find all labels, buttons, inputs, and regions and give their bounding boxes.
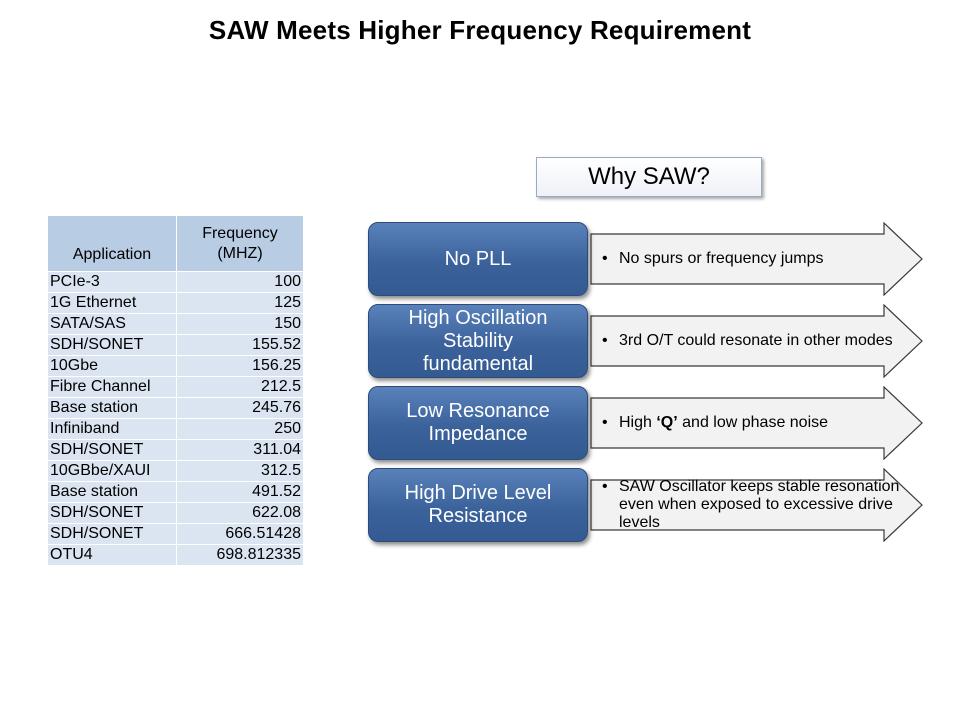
cell-application: 10Gbe xyxy=(48,356,177,377)
table-row xyxy=(48,482,304,503)
feature-row-drive-level xyxy=(368,468,928,543)
bullet-item xyxy=(602,478,901,532)
cell-frequency: 698.812335 xyxy=(177,545,304,566)
table-body xyxy=(48,272,304,566)
column-header-frequency-text: Frequency (MHZ) xyxy=(202,224,278,262)
bullet-text: No spurs or frequency jumps xyxy=(619,250,824,267)
feature-pill xyxy=(368,468,588,542)
cell-application: SDH/SONET xyxy=(48,524,177,545)
feature-bullet-box xyxy=(602,386,902,460)
bullet-dot-icon: • xyxy=(602,332,608,349)
feature-row-oscillation-stability xyxy=(368,304,928,379)
cell-frequency: 245.76 xyxy=(177,398,304,419)
bullet-dot-icon: • xyxy=(602,414,608,431)
feature-arrow xyxy=(590,386,924,460)
cell-application: 10GBbe/XAUI xyxy=(48,461,177,482)
cell-application: SDH/SONET xyxy=(48,335,177,356)
cell-application: Base station xyxy=(48,398,177,419)
bullet-text: SAW Oscillator keeps stable resonation even when exposed to excessive drive levels xyxy=(619,478,900,531)
cell-application: Fibre Channel xyxy=(48,377,177,398)
bullet-text-post: and low phase noise xyxy=(677,414,829,431)
feature-arrow xyxy=(590,468,924,542)
bullet-text-pre: High xyxy=(619,414,657,431)
table-row xyxy=(48,524,304,545)
cell-frequency: 311.04 xyxy=(177,440,304,461)
bullet-item xyxy=(602,250,824,268)
cell-application: PCIe-3 xyxy=(48,272,177,293)
table-row xyxy=(48,314,304,335)
cell-application: 1G Ethernet xyxy=(48,293,177,314)
bullet-dot-icon: • xyxy=(602,250,608,267)
bullet-text xyxy=(619,414,828,432)
cell-frequency: 100 xyxy=(177,272,304,293)
bullet-item xyxy=(602,332,893,350)
feature-bullet-box xyxy=(602,222,902,296)
table-row xyxy=(48,377,304,398)
cell-application: Infiniband xyxy=(48,419,177,440)
why-saw-label: Why SAW? xyxy=(588,163,710,190)
feature-bullet-box xyxy=(602,304,902,378)
cell-frequency: 156.25 xyxy=(177,356,304,377)
feature-pill xyxy=(368,222,588,296)
cell-application: SDH/SONET xyxy=(48,440,177,461)
table-row xyxy=(48,503,304,524)
bullet-text: 3rd O/T could resonate in other modes xyxy=(619,332,893,349)
feature-pill xyxy=(368,304,588,378)
slide-title: SAW Meets Higher Frequency Requirement xyxy=(208,15,752,45)
column-header-application: Application xyxy=(48,216,177,272)
feature-bullet-box xyxy=(602,468,902,542)
cell-frequency: 250 xyxy=(177,419,304,440)
bullet-dot-icon: • xyxy=(602,478,608,495)
table-row xyxy=(48,419,304,440)
feature-pill xyxy=(368,386,588,460)
feature-label: High Oscillation Stability fundamental xyxy=(408,306,548,375)
table-row xyxy=(48,272,304,293)
cell-application: Base station xyxy=(48,482,177,503)
bullet-item xyxy=(602,414,828,432)
feature-arrow xyxy=(590,304,924,378)
feature-row-no-pll xyxy=(368,222,928,297)
column-header-frequency xyxy=(177,216,304,272)
table-row xyxy=(48,545,304,566)
table-row xyxy=(48,293,304,314)
table-row xyxy=(48,440,304,461)
cell-frequency: 212.5 xyxy=(177,377,304,398)
table-row xyxy=(48,335,304,356)
feature-label: No PLL xyxy=(444,247,512,270)
cell-frequency: 666.51428 xyxy=(177,524,304,545)
cell-frequency: 150 xyxy=(177,314,304,335)
cell-application: SATA/SAS xyxy=(48,314,177,335)
feature-arrow xyxy=(590,222,924,296)
feature-label: High Drive Level Resistance xyxy=(404,482,552,527)
feature-label: Low Resonance Impedance xyxy=(406,400,550,445)
table-header-row xyxy=(48,216,304,272)
cell-application: SDH/SONET xyxy=(48,503,177,524)
cell-application: OTU4 xyxy=(48,545,177,566)
cell-frequency: 155.52 xyxy=(177,335,304,356)
why-saw-box xyxy=(536,157,762,197)
table-row xyxy=(48,398,304,419)
bullet-text-bold: ‘Q’ xyxy=(656,414,678,431)
frequency-table xyxy=(47,215,304,566)
cell-frequency: 125 xyxy=(177,293,304,314)
feature-row-low-resonance xyxy=(368,386,928,461)
cell-frequency: 491.52 xyxy=(177,482,304,503)
cell-frequency: 622.08 xyxy=(177,503,304,524)
cell-frequency: 312.5 xyxy=(177,461,304,482)
table-row xyxy=(48,461,304,482)
table-row xyxy=(48,356,304,377)
